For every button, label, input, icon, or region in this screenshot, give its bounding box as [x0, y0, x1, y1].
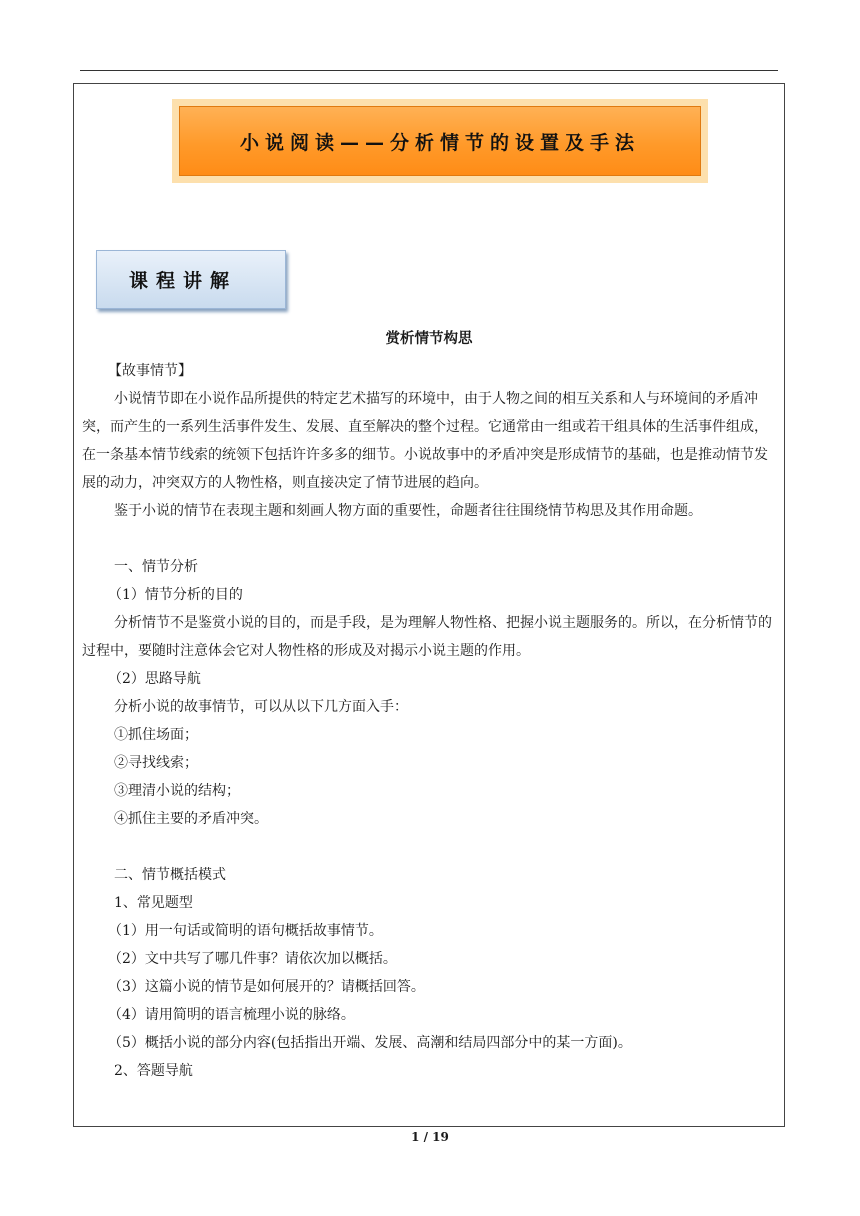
section-badge-label: 课程讲解 — [129, 270, 238, 292]
section-1-1-heading: （1）情节分析的目的 — [108, 587, 243, 603]
question-item: （4）请用简明的语言梳理小说的脉络。 — [108, 1007, 355, 1023]
title-banner — [172, 99, 708, 183]
paragraph-3: 分析情节不是鉴赏小说的目的，而是手段，是为理解人物性格、把握小说主题服务的。所以，在分析情节的过程中，要随时注意体会它对人物性格的形成及对揭示小说主题的作用。 — [82, 615, 772, 659]
list-item: ②寻找线索； — [114, 755, 198, 771]
header-rule — [80, 70, 778, 71]
list-item: ③理清小说的结构； — [114, 783, 240, 799]
section-badge — [96, 250, 286, 309]
question-item: （3）这篇小说的情节是如何展开的？请概括回答。 — [108, 979, 425, 995]
story-label: 【故事情节】 — [108, 363, 192, 379]
page-number: 1 / 19 — [411, 1130, 449, 1144]
question-item: （5）概括小说的部分内容(包括指出开端、发展、高潮和结局四部分中的某一方面)。 — [108, 1035, 632, 1051]
title-banner-inner — [179, 106, 701, 176]
paragraph-4: 分析小说的故事情节，可以从以下几方面入手： — [114, 699, 408, 715]
document-title: 小说阅读——分析情节的设置及手法 — [239, 131, 640, 154]
section-2-2-heading: 2、答题导航 — [114, 1063, 193, 1079]
question-item: （1）用一句话或简明的语句概括故事情节。 — [108, 923, 383, 939]
paragraph-1: 小说情节即在小说作品所提供的特定艺术描写的环境中，由于人物之间的相互关系和人与环境间的矛盾冲突，而产生的一系列生活事件发生、发展、直至解决的整个过程。它通常由一组或若干组具体的生活事件组成，在一条基本情节线索的统领下包括许许多多的细节。小说故事中的矛盾冲突是形成情节的基础，也是推动情节发展的动力，冲突双方的人物性格，则直接决定了情节进展的趋向。 — [82, 391, 768, 491]
section-1-2-heading: （2）思路导航 — [108, 671, 201, 687]
list-item: ①抓住场面； — [114, 727, 198, 743]
paragraph-2: 鉴于小说的情节在表现主题和刻画人物方面的重要性，命题者往往围绕情节构思及其作用命题。 — [114, 503, 702, 519]
section-2-1-heading: 1、常见题型 — [114, 895, 193, 911]
list-item: ④抓住主要的矛盾冲突。 — [114, 811, 268, 827]
section-1-heading: 一、情节分析 — [114, 559, 198, 575]
section-2-heading: 二、情节概括模式 — [114, 867, 226, 883]
document-body — [82, 357, 778, 1085]
section-heading: 赏析情节构思 — [385, 330, 473, 347]
question-item: （2）文中共写了哪几件事？请依次加以概括。 — [108, 951, 397, 967]
